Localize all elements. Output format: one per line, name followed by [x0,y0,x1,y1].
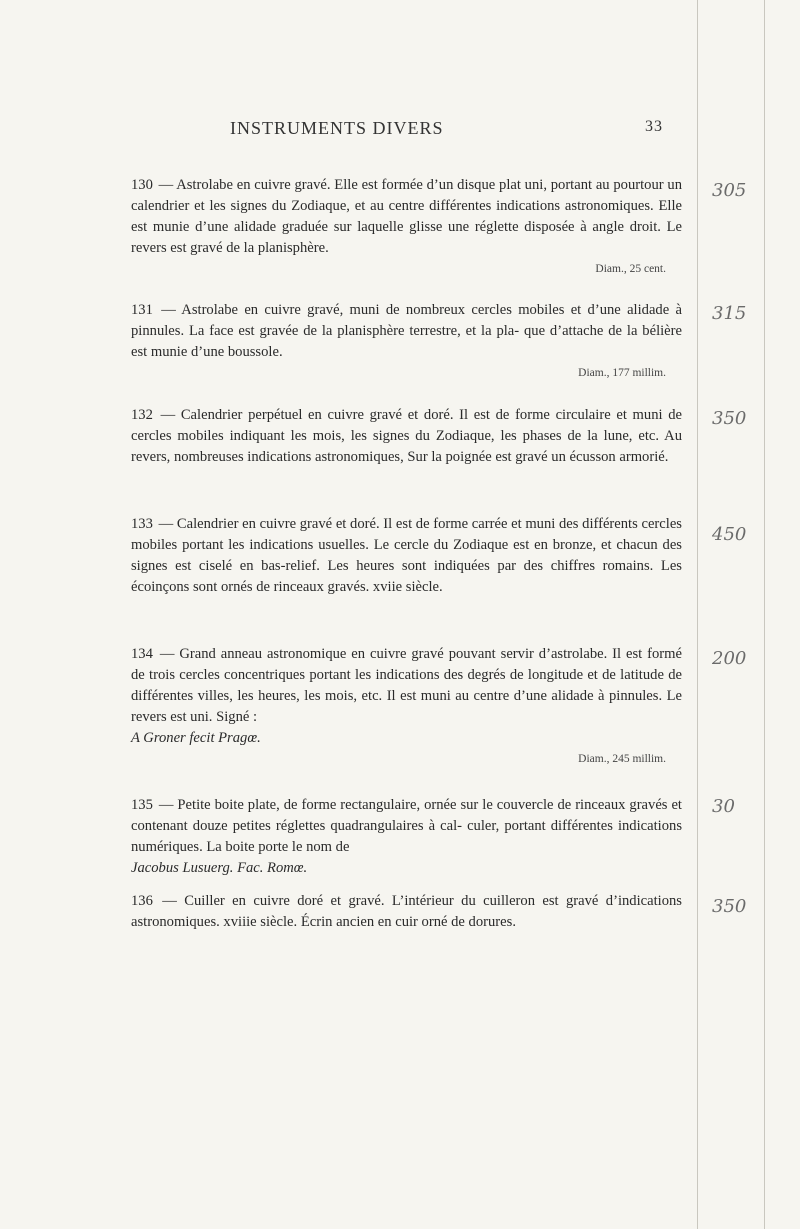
page-number: 33 [645,118,663,135]
entry-number: 134 [131,646,153,662]
catalog-entry [131,300,682,383]
handwritten-price: 350 [712,408,747,429]
entry-text: — Astrolabe en cuivre gravé, muni de nombreux cercles mobiles et d’une alidade à pinnules. La face est gravée de la planisphère terrestre, et la pla- que d’attache de la bélière est munie d’une boussole. [131,302,682,360]
catalog-entry [131,514,682,598]
entry-text: — Cuiller en cuivre doré et gravé. L’intérieur du cuilleron est gravé d’indications astronomiques. xviiie siècle. Écrin ancien en cuir orné de dorures. [131,893,682,930]
handwritten-price: 315 [712,303,747,324]
handwritten-price: 350 [712,896,747,917]
page-title: INSTRUMENTS DIVERS [230,118,444,138]
page-edge-line [697,0,698,1229]
handwritten-price: 305 [712,180,747,201]
catalog-entry [131,795,682,879]
entry-dimensions: Diam., 25 cent. [595,263,666,275]
entry-signature: A Groner fecit Pragœ. [131,730,261,746]
entry-text: — Calendrier perpétuel en cuivre gravé et doré. Il est de forme circulaire et muni de cercles mobiles indiquant les mois, les signes du Zodiaque, les phases de la lune, etc. Au revers, nombreuses indications astronomiques, Sur la poignée est gravé un écusson armorié. [131,407,682,465]
catalog-entry [131,891,682,933]
entry-text: — Grand anneau astronomique en cuivre gravé pouvant servir d’astrolabe. Il est formé de trois cercles concentriques portant les indications des degrés de longitude et de latitude de différentes villes, les heures, les mois, etc. Il est muni au centre d’une alidade à pinnules. Le revers est uni. Signé : [131,646,682,725]
entry-dimensions: Diam., 177 millim. [578,367,666,379]
catalog-entry [131,175,682,279]
entry-text: — Calendrier en cuivre gravé et doré. Il est de forme carrée et muni des différents cercles mobiles portant les indications usuelles. Le cercle du Zodiaque est en bronze, et chacun des signes est ciselé en bas-relief. Les heures sont indiquées par des chiffres romains. Les écoinçons sont ornés de rinceaux gravés. xviie siècle. [131,516,682,595]
entry-dimensions: Diam., 245 millim. [578,753,666,765]
entry-number: 135 [131,797,153,813]
entry-text: — Petite boite plate, de forme rectangulaire, ornée sur le couvercle de rinceaux gravés et contenant douze petites réglettes quadrangulaires à cal- culer, portant différentes indications numériques. La boite porte le nom de [131,797,682,855]
handwritten-price: 450 [712,524,747,545]
entry-number: 130 [131,177,153,193]
catalog-entry [131,644,682,769]
entry-text: — Astrolabe en cuivre gravé. Elle est formée d’un disque plat uni, portant au pourtour un calendrier et les signes du Zodiaque, et au centre différentes indications astronomiques. Elle est munie d’une alidade graduée sur laquelle glisse une réglette disposée à angle droit. Le revers est gravé de la planisphère. [131,177,682,256]
entry-number: 133 [131,516,153,532]
entry-signature: Jacobus Lusuerg. Fac. Romœ. [131,860,308,876]
handwritten-price: 30 [712,796,735,817]
handwritten-price: 200 [712,648,747,669]
catalog-entry [131,405,682,468]
entry-number: 132 [131,407,153,423]
entry-number: 131 [131,302,153,318]
entry-number: 136 [131,893,153,909]
